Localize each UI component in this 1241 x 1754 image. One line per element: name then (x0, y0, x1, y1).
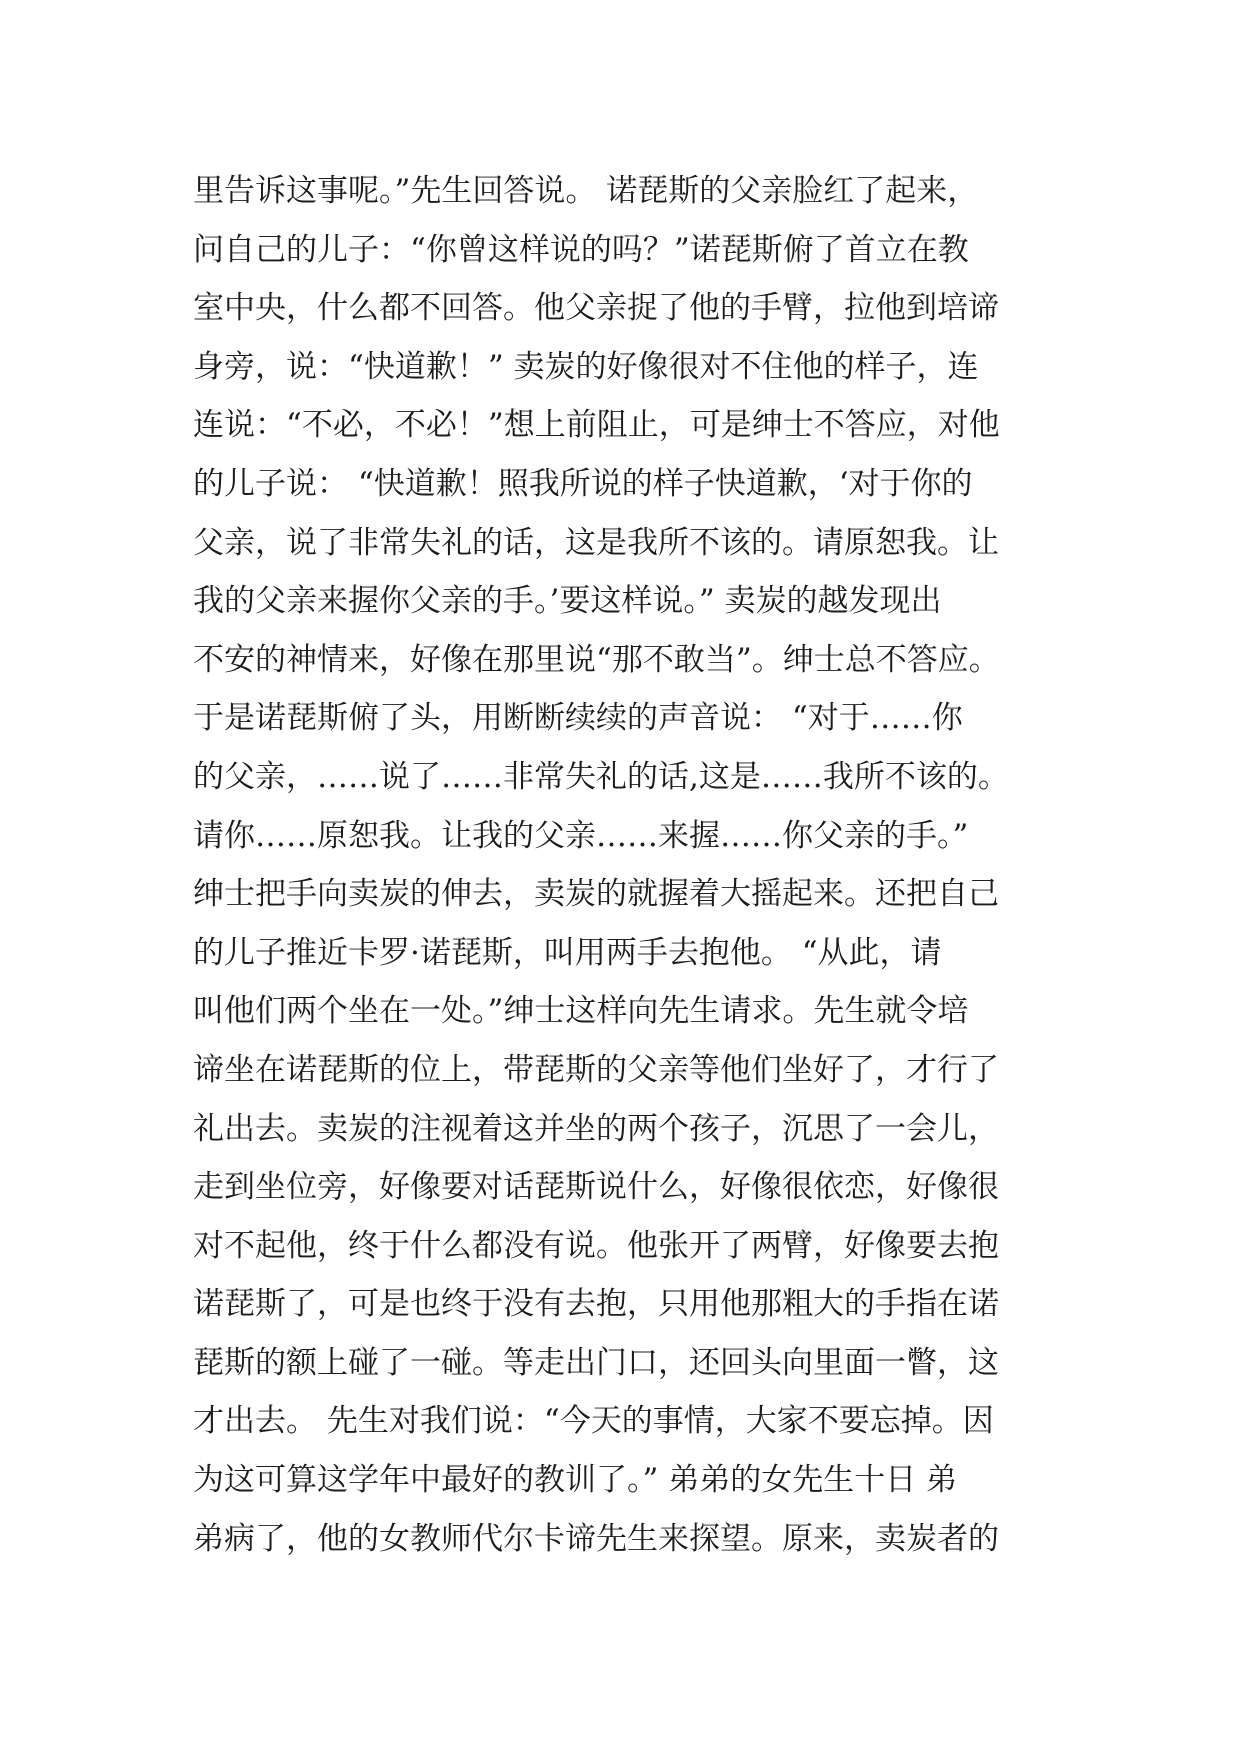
text-line: 谛坐在诺琵斯的位上，带琵斯的父亲等他们坐好了，才行了 (193, 1051, 999, 1088)
text-line: 请你……原恕我。让我的父亲……来握……你父亲的手。” (193, 817, 969, 854)
text-line: 的父亲，……说了……非常失礼的话,这是……我所不该的。 (193, 758, 1009, 795)
text-line: 弟病了，他的女教师代尔卡谛先生来探望。原来，卖炭者的 (193, 1520, 999, 1557)
text-line: 对不起他，终于什么都没有说。他张开了两臂，好像要去抱 (193, 1227, 999, 1264)
text-line: 绅士把手向卖炭的伸去，卖炭的就握着大摇起来。还把自己 (193, 876, 999, 913)
text-line: 里告诉这事呢。”先生回答说。 诺琵斯的父亲脸红了起来， (193, 173, 979, 209)
text-line: 诺琵斯了，可是也终于没有去抱，只用他那粗大的手指在诺 (193, 1286, 999, 1323)
text-line: 叫他们两个坐在一处。”绅士这样向先生请求。先生就令培 (193, 993, 969, 1030)
text-line: 礼出去。卖炭的注视着这并坐的两个孩子，沉思了一会儿， (193, 1110, 999, 1147)
text-line: 才出去。 先生对我们说：“今天的事情，大家不要忘掉。因 (193, 1403, 994, 1440)
text-line: 问自己的儿子：“你曾这样说的吗？”诺琵斯俯了首立在教 (193, 231, 969, 268)
body-text (193, 162, 1093, 1568)
text-line: 身旁，说：“快道歉！” 卖炭的好像很对不住他的样子，连 (193, 348, 979, 385)
text-line: 琵斯的额上碰了一碰。等走出门口，还回头向里面一瞥，这 (193, 1344, 999, 1381)
text-line: 的儿子推近卡罗·诺琵斯，叫用两手去抱他。 “从此，请 (193, 934, 942, 971)
text-line: 走到坐位旁，好像要对话琵斯说什么，好像很依恋，好像很 (193, 1169, 999, 1206)
text-line: 我的父亲来握你父亲的手。’要这样说。” 卖炭的越发现出 (193, 583, 942, 620)
text-line: 的儿子说： “快道歉！照我所说的样子快道歉，‘对于你的 (193, 465, 973, 502)
text-line: 不安的神情来，好像在那里说“那不敢当”。绅士总不答应。 (193, 641, 1000, 678)
text-line: 连说：“不必，不必！”想上前阻止，可是绅士不答应，对他 (193, 407, 1000, 444)
text-line: 为这可算这学年中最好的教训了。” 弟弟的女先生十日 弟 (193, 1462, 958, 1499)
text-line: 于是诺琵斯俯了头，用断断续续的声音说： “对于……你 (193, 700, 963, 737)
text-line: 父亲，说了非常失礼的话，这是我所不该的。请原恕我。让 (193, 524, 999, 561)
text-line: 室中央，什么都不回答。他父亲捉了他的手臂，拉他到培谛 (193, 290, 999, 327)
